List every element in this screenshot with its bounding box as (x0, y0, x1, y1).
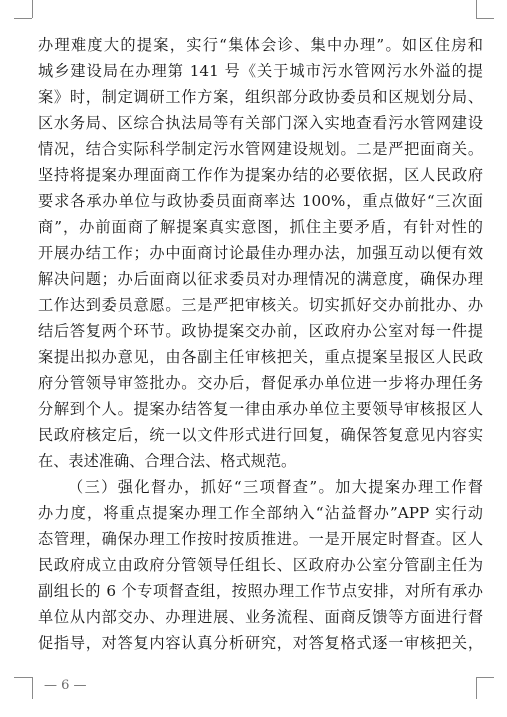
text-line: 城乡建设局在办理第 141 号《关于城市污水管网污水外溢的提 (38, 62, 483, 80)
crop-mark-top-left (32, 0, 33, 18)
crop-mark-bottom-left (32, 677, 33, 699)
text-line: 分解到个人。提案办结答复一律由承办单位主要领导审核报区人 (38, 400, 483, 418)
text-line: 结后答复两个环节。政协提案交办前，区政府办公室对每一件提 (38, 322, 483, 340)
crop-mark-bottom-right-horizontal (476, 677, 494, 678)
crop-mark-bottom-left-horizontal (14, 677, 32, 678)
text-line: 案》时，制定调研工作方案，组织部分政协委员和区规划分局、 (38, 88, 483, 106)
text-line: 区水务局、区综合执法局等有关部门深入实地查看污水管网建设 (38, 114, 483, 132)
crop-mark-top-left-horizontal (14, 18, 32, 19)
text-line: 单位从内部交办、办理进展、业务流程、面商反馈等方面进行督 (38, 608, 483, 626)
text-line: 要求各承办单位与政协委员面商率达 100%，重点做好“三次面 (38, 192, 483, 210)
text-line: 办理难度大的提案，实行“集体会诊、集中办理”。如区住房和 (38, 36, 483, 54)
text-line: 态管理，确保办理工作按时按质推进。一是开展定时督查。区人 (38, 530, 483, 548)
text-line: 工作达到委员意愿。三是严把审核关。切实抓好交办前批办、办 (38, 296, 483, 314)
text-line: 副组长的 6 个专项督查组，按照办理工作节点安排，对所有承办 (38, 582, 483, 600)
crop-mark-top-right (476, 0, 477, 18)
text-line: 促指导，对答复内容认真分析研究，对答复格式逐一审核把关， (38, 634, 483, 652)
text-line: 民政府核定后，统一以文件形式进行回复，确保答复意见内容实 (38, 426, 483, 444)
page-number: — 6 — (44, 678, 87, 693)
text-line: 解决问题；办后面商以征求委员对办理情况的满意度，确保办理 (38, 270, 483, 288)
text-line: 坚持将提案办理面商工作作为提案办结的必要依据，区人民政府 (38, 166, 483, 184)
text-line: 案提出拟办意见，由各副主任审核把关，重点提案呈报区人民政 (38, 348, 483, 366)
text-line: 府分管领导审签批办。交办后，督促承办单位进一步将办理任务 (38, 374, 483, 392)
subheading-line: （三）强化督办，抓好“三项督查”。加大提案办理工作督 (68, 478, 483, 496)
text-line: 办力度，将重点提案办理工作全部纳入“沾益督办”APP 实行动 (38, 504, 483, 522)
text-line: 开展办结工作；办中面商讨论最佳办理办法，加强互动以便有效 (38, 244, 483, 262)
crop-mark-top-right-horizontal (476, 18, 494, 19)
crop-mark-bottom-right (476, 677, 477, 699)
paragraph-end-line: 在、表述准确、合理合法、格式规范。 (38, 452, 297, 470)
text-line: 商”，办前面商了解提案真实意图，抓住主要矛盾，有针对性的 (38, 218, 483, 236)
text-line: 情况，结合实际科学制定污水管网建设规划。二是严把面商关。 (38, 140, 483, 158)
text-line: 民政府成立由政府分管领导任组长、区政府办公室分管副主任为 (38, 556, 483, 574)
